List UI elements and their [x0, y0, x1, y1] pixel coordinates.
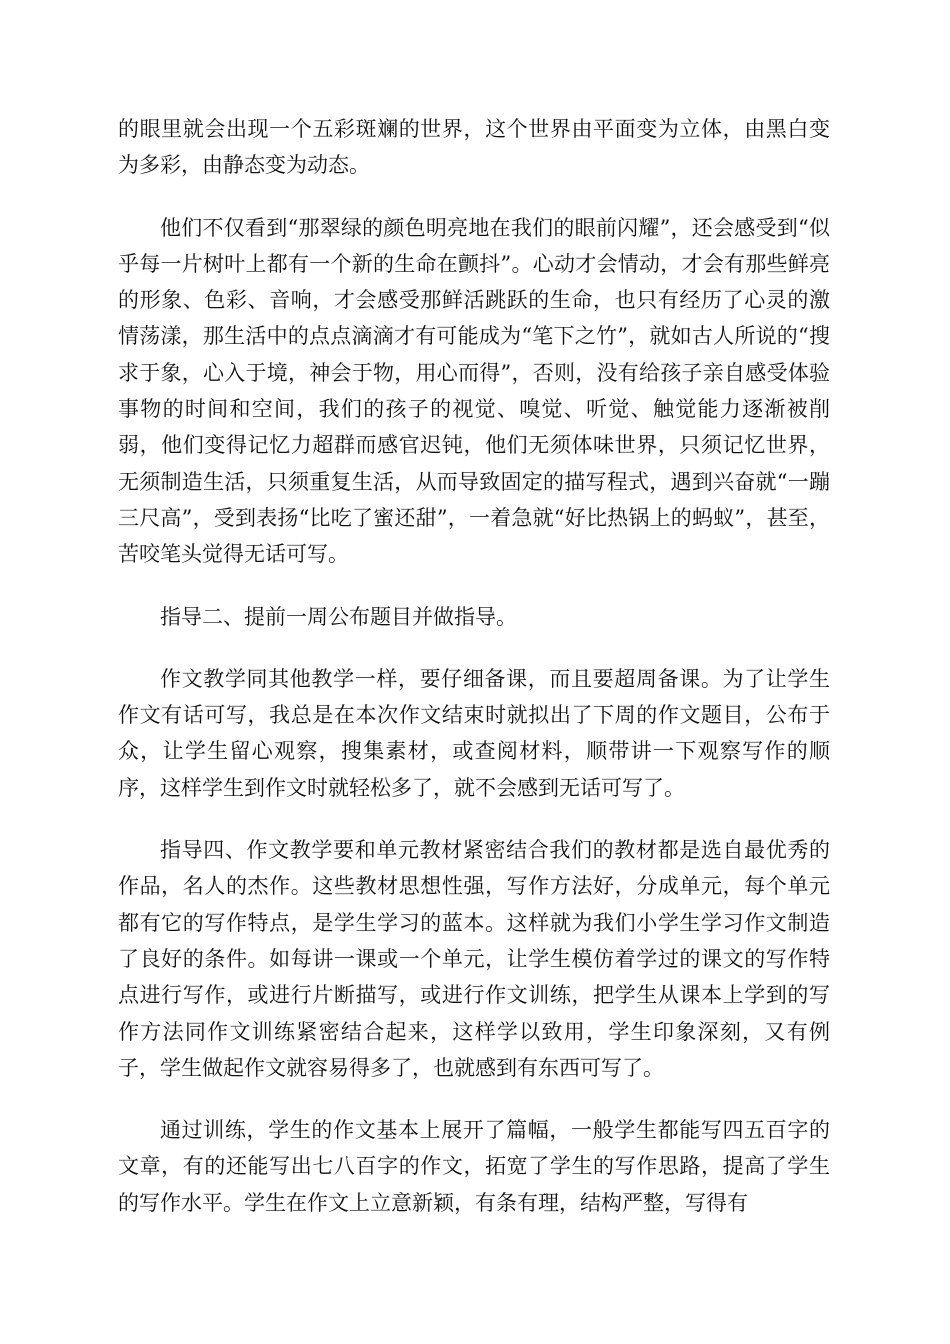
paragraph-continued: 的眼里就会出现一个五彩斑斓的世界，这个世界由平面变为立体，由黑白变为多彩，由静态变为动态。: [118, 117, 830, 178]
paragraph-lesson-preparation: 作文教学同其他教学一样，要仔细备课，而且要超周备课。为了让学生作文有话可写，我总是在本次作文结束时就拟出了下周的作文题目，公布于众，让学生留心观察，搜集素材，或查阅材料，顺带讲一下观察写作的顺序，这样学生到作文时就轻松多了，就不会感到无话可写了。: [118, 666, 830, 800]
paragraph-guidance-two-heading: 指导二、提前一周公布题目并做指导。: [160, 604, 517, 629]
document-body: [118, 111, 830, 1247]
paragraph-training-results: 通过训练，学生的作文基本上展开了篇幅，一般学生都能写四五百字的文章，有的还能写出七八百字的作文，拓宽了学生的写作思路，提高了学生的写作水平。学生在作文上立意新颖，有条有理，结构严整，写得有: [118, 1118, 830, 1215]
paragraph-feelings: 他们不仅看到“那翠绿的颜色明亮地在我们的眼前闪耀”，还会感受到“似乎每一片树叶上都有一个新的生命在颤抖”。心动才会情动，才会有那些鲜亮的形象、色彩、音响，才会感受那鲜活跳跃的生命，也只有经历了心灵的激情荡漾，那生活中的点点滴滴才有可能成为“笔下之竹”，就如古人所说的“搜求于象，心入于境，神会于物，用心而得”，否则，没有给孩子亲自感受体验事物的时间和空间，我们的孩子的视觉、嗅觉、听觉、触觉能力逐渐被削弱，他们变得记忆力超群而感官迟钝，他们无须体味世界，只须记忆世界，无须制造生活，只须重复生活，从而导致固定的描写程式，遇到兴奋就“一蹦三尺高”，受到表扬“比吃了蜜还甜”，一着急就“好比热锅上的蚂蚁”，甚至，苦咬笔头觉得无话可写。: [118, 215, 830, 567]
paragraph-guidance-four: 指导四、作文教学要和单元教材紧密结合我们的教材都是选自最优秀的作品，名人的杰作。这些教材思想性强，写作方法好，分成单元，每个单元都有它的写作特点，是学生学习的蓝本。这样就为我们小学生学习作文制造了良好的条件。如每讲一课或一个单元，让学生模仿着学过的课文的写作特点进行写作，或进行片断描写，或进行作文训练，把学生从课本上学到的写作方法同作文训练紧密结合起来，这样学以致用，学生印象深刻，又有例子，学生做起作文就容易得多了，也就感到有东西可写了。: [118, 838, 830, 1080]
